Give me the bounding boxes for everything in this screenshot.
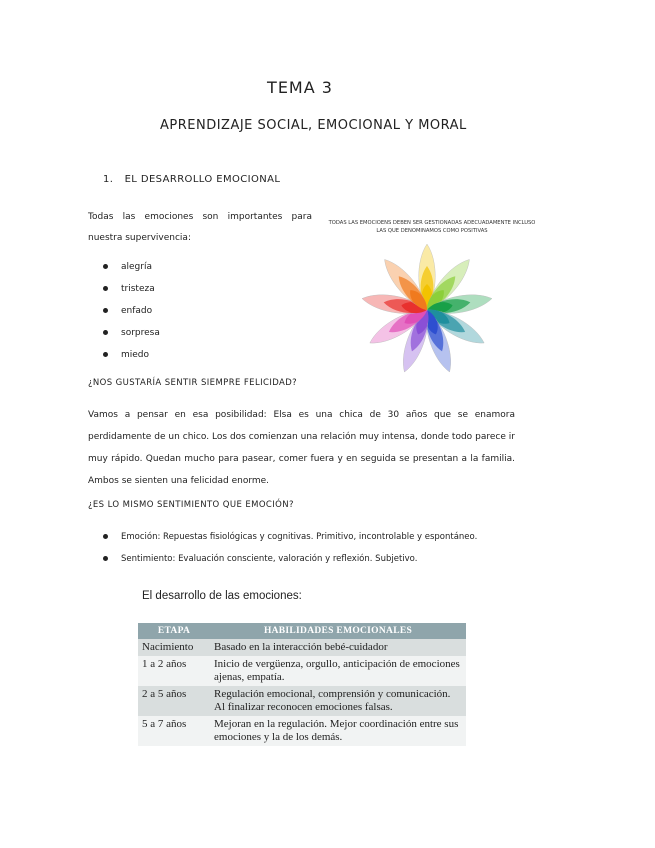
skills-cell: Regulación emocional, comprensión y comunicación. Al finalizar reconocen emociones falsas. <box>210 686 466 716</box>
stage-cell: 1 a 2 años <box>138 656 210 686</box>
list-item: tristeza <box>103 280 160 302</box>
column-header: ETAPA <box>138 623 210 639</box>
list-item: Sentimiento: Evaluación consciente, valoración y reflexión. Subjetivo. <box>103 550 477 572</box>
table-header-row <box>138 623 466 639</box>
list-item: miedo <box>103 346 160 368</box>
figure-caption: TODAS LAS EMOCIOENS DEBEN SER GESTIONADAS ADECUADAMENTE INCLUSO LAS QUE DENOMINAMOS COMO POSITIVAS <box>328 220 536 234</box>
skills-cell: Inicio de vergüenza, orgullo, anticipación de emociones ajenas, empatía. <box>210 656 466 686</box>
skills-cell: Basado en la interacción bebé-cuidador <box>210 639 466 656</box>
stage-cell: 5 a 7 años <box>138 716 210 746</box>
page-subtitle: APRENDIZAJE SOCIAL, EMOCIONAL Y MORAL <box>160 118 467 133</box>
list-item: Emoción: Repuestas fisiológicas y cognitivas. Primitivo, incontrolable y espontáneo. <box>103 528 477 550</box>
question-heading: ¿NOS GUSTARÍA SENTIR SIEMPRE FELICIDAD? <box>88 378 298 388</box>
list-item: sorpresa <box>103 324 160 346</box>
page-title: TEMA 3 <box>267 78 333 97</box>
question-heading: ¿ES LO MISMO SENTIMIENTO QUE EMOCIÓN? <box>88 500 294 510</box>
section-heading <box>103 174 280 185</box>
list-item: enfado <box>103 302 160 324</box>
stage-cell: Nacimiento <box>138 639 210 656</box>
table-title: El desarrollo de las emociones: <box>142 590 302 602</box>
table-row <box>138 686 466 716</box>
skills-cell: Mejoran en la regulación. Mejor coordinación entre sus emociones y la de los demás. <box>210 716 466 746</box>
table-row <box>138 656 466 686</box>
column-header: HABILIDADES EMOCIONALES <box>210 623 466 639</box>
table-row <box>138 639 466 656</box>
paragraph: Vamos a pensar en esa posibilidad: Elsa es una chica de 30 años que se enamora perdidamente de un chico. Los dos comienzan una relación muy intensa, donde todo parece ir muy rápido. Quedan mucho para pasear, comer fuera y en seguida se presentan a la familia. Ambos se sienten una felicidad enorme. <box>88 410 515 486</box>
emotion-wheel-figure <box>352 240 502 380</box>
table-row <box>138 716 466 746</box>
intro-text: Todas las emociones son importantes para nuestra supervivencia: <box>88 212 312 243</box>
emotion-list <box>103 258 160 368</box>
emotions-table <box>138 623 466 746</box>
definition-list <box>103 528 477 572</box>
section-number: 1. <box>103 174 114 185</box>
stage-cell: 2 a 5 años <box>138 686 210 716</box>
section-label: EL DESARROLLO EMOCIONAL <box>124 174 281 185</box>
list-item: alegría <box>103 258 160 280</box>
